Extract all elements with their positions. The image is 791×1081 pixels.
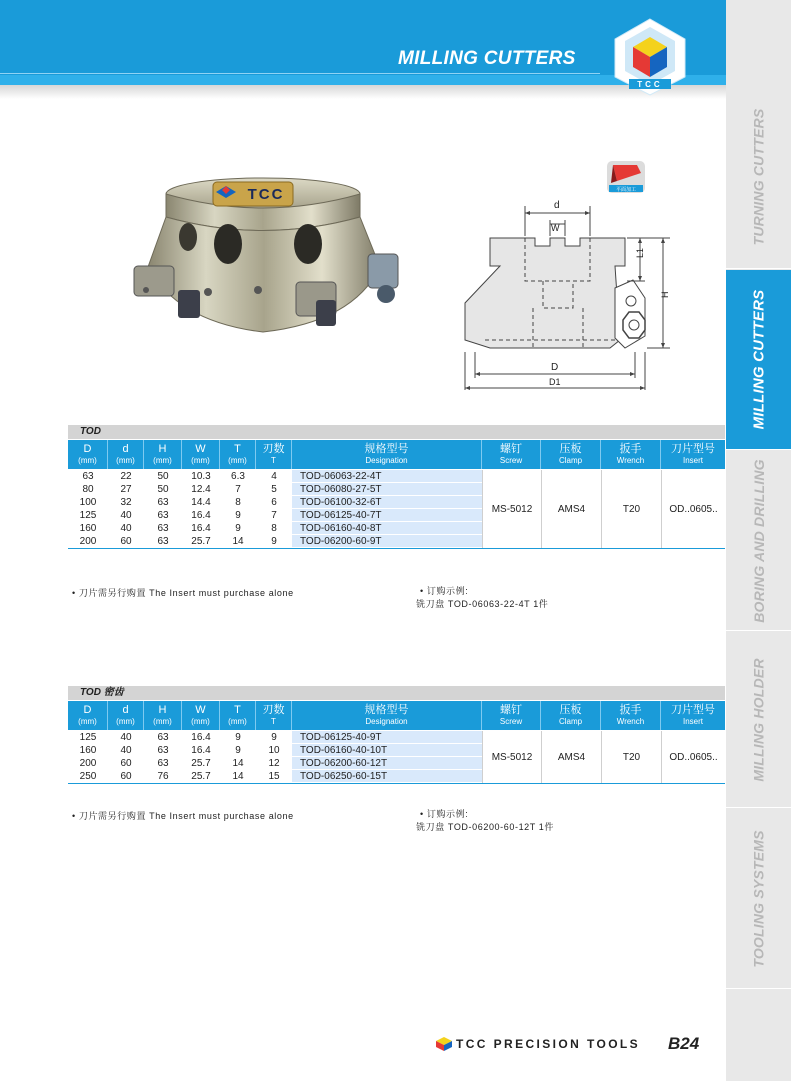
table-cell: 40 bbox=[120, 510, 132, 521]
table-cell: 16.4 bbox=[191, 732, 211, 743]
designation-cell: TOD-06200-60-12T bbox=[292, 757, 482, 770]
table-cell: 80 bbox=[82, 484, 94, 495]
table-cell: 16.4 bbox=[191, 510, 211, 521]
sidebar-tab-label: MILLING CUTTERS bbox=[750, 289, 767, 430]
table-cell: 63 bbox=[157, 497, 169, 508]
header-underline bbox=[0, 73, 600, 74]
table-cell: 6 bbox=[271, 497, 277, 508]
column-header: 刀片型号 Insert bbox=[671, 703, 715, 726]
table-cell: 160 bbox=[79, 745, 97, 756]
table-cell: 125 bbox=[79, 510, 97, 521]
table1-title: TOD bbox=[68, 425, 725, 439]
sidebar-tab-milling-holder[interactable] bbox=[726, 632, 791, 808]
logo-text: TCC bbox=[637, 80, 663, 89]
table-cell: 14 bbox=[232, 758, 244, 769]
table-cell: 40 bbox=[120, 745, 132, 756]
column-header: d (mm) bbox=[108, 440, 144, 469]
table-cell: 63 bbox=[157, 523, 169, 534]
table-cell: 63 bbox=[157, 732, 169, 743]
wrench-cell: T20 bbox=[601, 470, 661, 548]
table-cell: 15 bbox=[268, 771, 280, 782]
table1-insert-note: • 刀片需另行购置 The Insert must purchase alone bbox=[72, 588, 294, 598]
table2-header bbox=[68, 701, 725, 730]
dim-label-big-d: D bbox=[551, 362, 559, 373]
column-header: 螺钉 Screw bbox=[482, 701, 541, 730]
table-row bbox=[68, 731, 482, 744]
sidebar-tab-label: TOOLING SYSTEMS bbox=[750, 829, 767, 968]
column-header: 刃数 T bbox=[256, 440, 292, 469]
table-cell: 9 bbox=[235, 510, 241, 521]
dim-label-d: d bbox=[554, 200, 560, 211]
table-row bbox=[68, 535, 482, 548]
table-cell: 6.3 bbox=[231, 471, 245, 482]
dim-label-l1: L1 bbox=[635, 247, 645, 258]
table-row bbox=[68, 496, 482, 509]
dimension-diagram bbox=[455, 158, 695, 403]
tcc-logo bbox=[607, 15, 693, 97]
table-cell: 16.4 bbox=[191, 523, 211, 534]
table-cell: 63 bbox=[157, 510, 169, 521]
dim-label-d1: D1 bbox=[549, 377, 561, 387]
insert-cell: OD..0605.. bbox=[661, 470, 725, 548]
column-header: 刃数 T bbox=[256, 701, 292, 730]
table-cell: 40 bbox=[120, 523, 132, 534]
table-cell: 12 bbox=[268, 758, 280, 769]
table-cell: 5 bbox=[271, 484, 277, 495]
table-cell: 50 bbox=[157, 471, 169, 482]
table2-order-title: • 订购示例: bbox=[420, 809, 469, 819]
table-cell: 250 bbox=[79, 771, 97, 782]
column-header: D (mm) bbox=[68, 440, 108, 469]
table-row bbox=[68, 757, 482, 770]
table-cell: 14 bbox=[232, 771, 244, 782]
table-cell: 160 bbox=[79, 523, 97, 534]
sidebar-tab-label: BORING AND DRILLING bbox=[750, 458, 767, 623]
table-cell: 63 bbox=[157, 745, 169, 756]
sidebar-tab-milling-cutters[interactable] bbox=[726, 270, 791, 450]
screw-cell: MS-5012 bbox=[482, 470, 541, 548]
designation-cell: TOD-06100-32-6T bbox=[292, 496, 482, 509]
table-row bbox=[68, 770, 482, 783]
dim-label-w: W bbox=[551, 223, 560, 233]
table-cell: 22 bbox=[120, 471, 132, 482]
table-row bbox=[68, 483, 482, 496]
table-cell: 200 bbox=[79, 758, 97, 769]
table-cell: 16.4 bbox=[191, 745, 211, 756]
column-header: 规格型号 Designation bbox=[292, 701, 482, 730]
designation-cell: TOD-06063-22-4T bbox=[292, 470, 482, 483]
table-cell: 27 bbox=[120, 484, 132, 495]
tcc-cube-icon bbox=[436, 1037, 452, 1051]
dim-label-h: H bbox=[660, 291, 670, 298]
milling-cutter-image bbox=[118, 172, 408, 342]
table-cell: 8 bbox=[271, 523, 277, 534]
face-milling-badge bbox=[607, 161, 645, 193]
clamp-cell: AMS4 bbox=[541, 470, 601, 548]
table-cell: 25.7 bbox=[191, 536, 211, 547]
wrench-cell: T20 bbox=[601, 731, 661, 783]
column-header: d (mm) bbox=[108, 701, 144, 730]
table-cell: 10.3 bbox=[191, 471, 211, 482]
column-header: 压板 Clamp bbox=[541, 701, 601, 730]
table2-title: TOD 密齿 bbox=[68, 686, 725, 700]
column-header: T (mm) bbox=[220, 440, 256, 469]
column-header: 压板 Clamp bbox=[541, 440, 601, 469]
clamp-cell: AMS4 bbox=[541, 731, 601, 783]
page-title: MILLING CUTTERS bbox=[398, 48, 576, 69]
table-cell: 14 bbox=[232, 536, 244, 547]
column-header: 规格型号 Designation bbox=[292, 440, 482, 469]
table-cell: 7 bbox=[271, 510, 277, 521]
table-row bbox=[68, 744, 482, 757]
table-cell: 25.7 bbox=[191, 771, 211, 782]
table-cell: 63 bbox=[157, 536, 169, 547]
table-cell: 76 bbox=[157, 771, 169, 782]
sidebar-tab-turning-cutters[interactable] bbox=[726, 85, 791, 269]
table2-body bbox=[68, 731, 725, 784]
table-row bbox=[68, 470, 482, 483]
table-row bbox=[68, 522, 482, 535]
table1-body bbox=[68, 470, 725, 549]
table-cell: 60 bbox=[120, 758, 132, 769]
sidebar-tab-label: MILLING HOLDER bbox=[750, 657, 767, 782]
table2-order-example: 铣刀盘 TOD-06200-60-12T 1件 bbox=[416, 822, 555, 832]
designation-cell: TOD-06125-40-9T bbox=[292, 731, 482, 744]
table-cell: 60 bbox=[120, 536, 132, 547]
footer-brand bbox=[436, 1037, 640, 1051]
table-cell: 25.7 bbox=[191, 758, 211, 769]
table-cell: 4 bbox=[271, 471, 277, 482]
table-cell: 7 bbox=[235, 484, 241, 495]
table1-order-title: • 订购示例: bbox=[420, 586, 469, 596]
designation-cell: TOD-06250-60-15T bbox=[292, 770, 482, 783]
designation-cell: TOD-06200-60-9T bbox=[292, 535, 482, 548]
insert-cell: OD..0605.. bbox=[661, 731, 725, 783]
table2-insert-note: • 刀片需另行购置 The Insert must purchase alone bbox=[72, 811, 294, 821]
table-cell: 10 bbox=[268, 745, 280, 756]
table-cell: 63 bbox=[157, 758, 169, 769]
sidebar-tab-label: TURNING CUTTERS bbox=[750, 108, 767, 245]
table-cell: 63 bbox=[82, 471, 94, 482]
table-cell: 125 bbox=[79, 732, 97, 743]
column-header: H (mm) bbox=[144, 701, 182, 730]
table-row bbox=[68, 509, 482, 522]
column-header: D (mm) bbox=[68, 701, 108, 730]
product-brand-label: TCC bbox=[247, 186, 285, 203]
footer-brand-text: TCC PRECISION TOOLS bbox=[456, 1037, 641, 1051]
table-cell: 14.4 bbox=[191, 497, 211, 508]
table-cell: 9 bbox=[235, 745, 241, 756]
column-header: 刀片型号 Insert bbox=[671, 442, 715, 465]
table-cell: 9 bbox=[271, 732, 277, 743]
table-cell: 50 bbox=[157, 484, 169, 495]
designation-cell: TOD-06160-40-10T bbox=[292, 744, 482, 757]
column-header: 扳手 Wrench bbox=[601, 440, 661, 469]
column-header: 螺钉 Screw bbox=[482, 440, 541, 469]
table-cell: 40 bbox=[120, 732, 132, 743]
table-cell: 200 bbox=[79, 536, 97, 547]
table-cell: 12.4 bbox=[191, 484, 211, 495]
column-header: W (mm) bbox=[182, 701, 220, 730]
table-cell: 32 bbox=[120, 497, 132, 508]
sidebar-tab-tooling-systems[interactable] bbox=[726, 809, 791, 989]
designation-cell: TOD-06125-40-7T bbox=[292, 509, 482, 522]
designation-cell: TOD-06080-27-5T bbox=[292, 483, 482, 496]
badge-text: 平面加工 bbox=[615, 187, 637, 193]
table-cell: 9 bbox=[235, 732, 241, 743]
table-cell: 9 bbox=[271, 536, 277, 547]
table1-header bbox=[68, 440, 725, 469]
column-header: H (mm) bbox=[144, 440, 182, 469]
screw-cell: MS-5012 bbox=[482, 731, 541, 783]
column-header: W (mm) bbox=[182, 440, 220, 469]
column-header: 扳手 Wrench bbox=[601, 701, 661, 730]
table1-order-example: 铣刀盘 TOD-06063-22-4T 1件 bbox=[416, 599, 549, 609]
column-header: T (mm) bbox=[220, 701, 256, 730]
table-cell: 60 bbox=[120, 771, 132, 782]
page-number: B24 bbox=[668, 1034, 700, 1053]
table-cell: 8 bbox=[235, 497, 241, 508]
table-cell: 9 bbox=[235, 523, 241, 534]
designation-cell: TOD-06160-40-8T bbox=[292, 522, 482, 535]
table-cell: 100 bbox=[79, 497, 97, 508]
sidebar-tab-boring-and-drilling[interactable] bbox=[726, 451, 791, 631]
